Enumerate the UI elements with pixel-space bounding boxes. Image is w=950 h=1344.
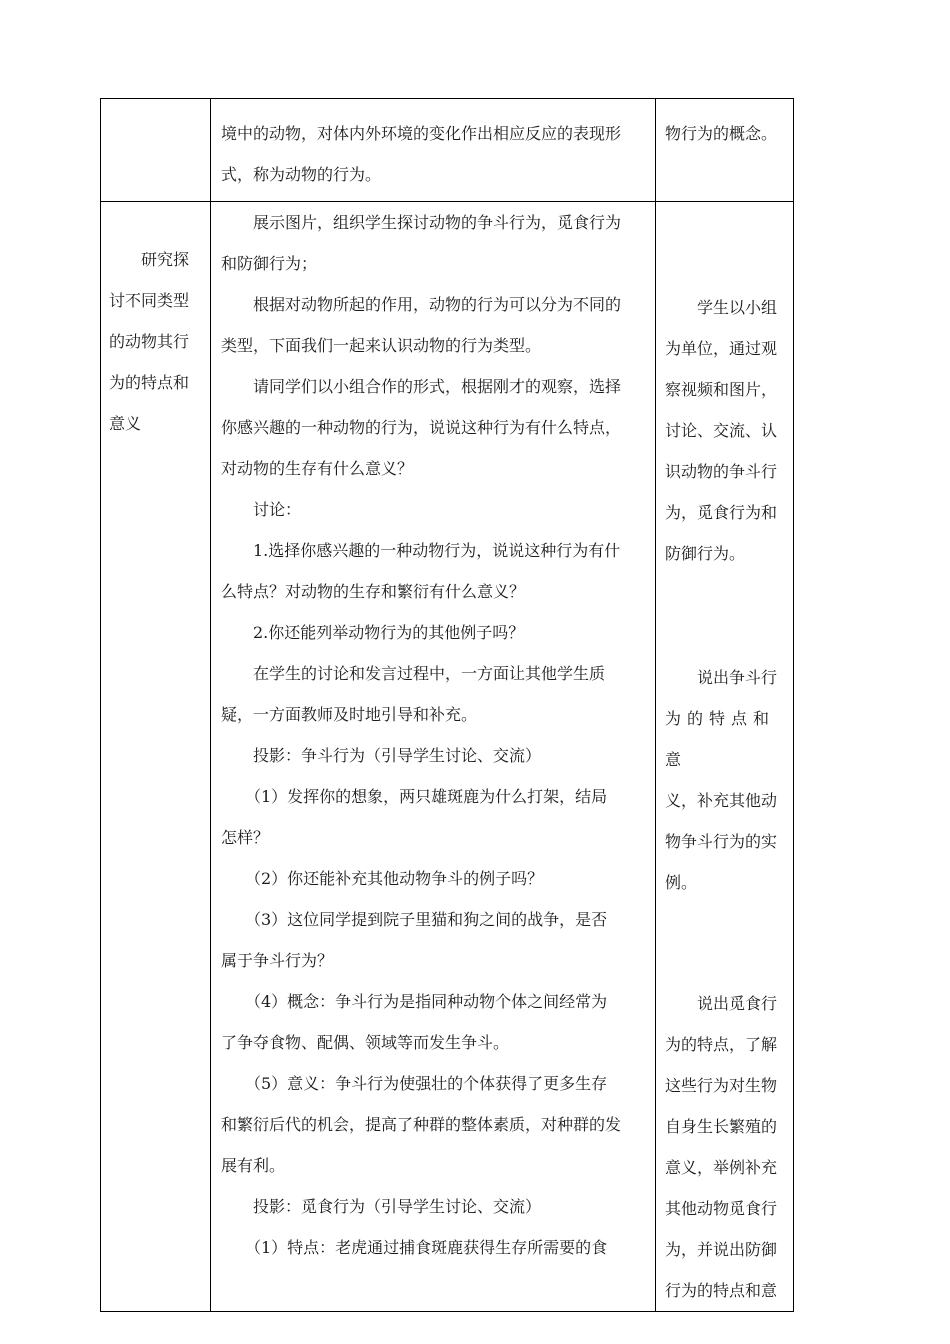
- text-line: 讨论：: [253, 500, 302, 519]
- text-line: 学生以小组: [697, 298, 778, 317]
- text-line: 为，并说出防御: [665, 1240, 778, 1259]
- text-line: 对动物的生存有什么意义？: [221, 459, 414, 478]
- text-line: 请同学们以小组合作的形式，根据刚才的观察，选择: [253, 377, 622, 396]
- table-row: [101, 99, 794, 202]
- text-line: 类型，下面我们一起来认识动物的行为类型。: [221, 336, 542, 355]
- text-line: 为单位，通过观: [665, 339, 778, 358]
- text-line: 其他动物觅食行: [665, 1199, 778, 1218]
- text-line: 投影：争斗行为（引导学生讨论、交流）: [253, 746, 542, 765]
- text-line: 投影：觅食行为（引导学生讨论、交流）: [253, 1197, 542, 1216]
- table-row: [101, 202, 794, 1312]
- row2-student-cell: [656, 202, 794, 1312]
- lesson-plan-table: [100, 98, 794, 1312]
- text-line: 和防御行为；: [221, 254, 318, 273]
- text-line: 2.你还能列举动物行为的其他例子吗？: [253, 623, 525, 642]
- text-line: 意义，举例补充: [665, 1158, 778, 1177]
- text-line: 了争夺食物、配偶、领域等而发生争斗。: [221, 1033, 510, 1052]
- stage-title-line: 讨不同类型: [109, 291, 190, 310]
- text-line: 境中的动物，对体内外环境的变化作出相应反应的表现形: [221, 124, 622, 143]
- student-activity-block: [665, 983, 785, 1311]
- text-line: （1）特点：老虎通过捕食斑鹿获得生存所需要的食: [245, 1238, 608, 1257]
- row2-stage-cell: [101, 202, 211, 1312]
- text-line: 识动物的争斗行: [665, 462, 778, 481]
- student-activity-block: [665, 287, 785, 574]
- text-line: （4）概念：争斗行为是指同种动物个体之间经常为: [245, 992, 608, 1011]
- text-line: 展示图片，组织学生探讨动物的争斗行为，觅食行为: [253, 213, 622, 232]
- text-line: 为的特点，了解: [665, 1035, 778, 1054]
- text-line: 么特点？对动物的生存和繁衍有什么意义？: [221, 582, 526, 601]
- text-line: 察视频和图片，: [665, 380, 778, 399]
- text-line: 和繁衍后代的机会，提高了种群的整体素质，对种群的发: [221, 1115, 622, 1134]
- text-line: 属于争斗行为？: [221, 951, 334, 970]
- stage-title-line: 研究探: [141, 250, 190, 269]
- text-line: 根据对动物所起的作用，动物的行为可以分为不同的: [253, 295, 622, 314]
- text-line: 行为的特点和意: [665, 1281, 778, 1300]
- text-line: 1.选择你感兴趣的一种动物行为，说说这种行为有什: [253, 541, 621, 560]
- row1-stage-cell: [101, 99, 211, 202]
- stage-title-line: 意义: [109, 414, 142, 433]
- text-line: 怎样？: [221, 828, 270, 847]
- text-line: 在学生的讨论和发言过程中，一方面让其他学生质: [253, 664, 606, 683]
- text-line: 为，觅食行为和: [665, 503, 778, 522]
- stage-title-line: 为的特点和: [109, 373, 190, 392]
- text-line: 物争斗行为的实: [665, 832, 778, 851]
- text-line: 这些行为对生物: [665, 1076, 778, 1095]
- text-line: 物行为的概念。: [665, 124, 778, 143]
- row2-teacher-cell: [211, 202, 656, 1312]
- text-line: 义，补充其他动: [665, 791, 778, 810]
- text-line: 你感兴趣的一种动物的行为，说说这种行为有什么特点，: [221, 418, 622, 437]
- text-line: 自身生长繁殖的: [665, 1117, 778, 1136]
- text-line: （1）发挥你的想象，两只雄斑鹿为什么打架，结局: [245, 787, 608, 806]
- text-line: 说出觅食行: [697, 994, 778, 1013]
- text-line: 展有利。: [221, 1156, 286, 1175]
- text-line: （3）这位同学提到院子里猫和狗之间的战争，是否: [245, 910, 608, 929]
- text-line: （2）你还能补充其他动物争斗的例子吗？: [245, 869, 544, 888]
- student-activity-block: [665, 657, 785, 903]
- text-line: 为的特点和意: [665, 709, 776, 769]
- text-line: 说出争斗行: [697, 668, 778, 687]
- text-line: 疑，一方面教师及时地引导和补充。: [221, 705, 478, 724]
- text-line: （5）意义：争斗行为使强壮的个体获得了更多生存: [245, 1074, 608, 1093]
- row1-student-cell: [656, 99, 794, 202]
- text-line: 例。: [665, 873, 698, 892]
- row1-teacher-cell: [211, 99, 656, 202]
- text-line: 讨论、交流、认: [665, 421, 778, 440]
- text-line: 防御行为。: [665, 544, 746, 563]
- stage-title-line: 的动物其行: [109, 332, 190, 351]
- text-line: 式，称为动物的行为。: [221, 165, 382, 184]
